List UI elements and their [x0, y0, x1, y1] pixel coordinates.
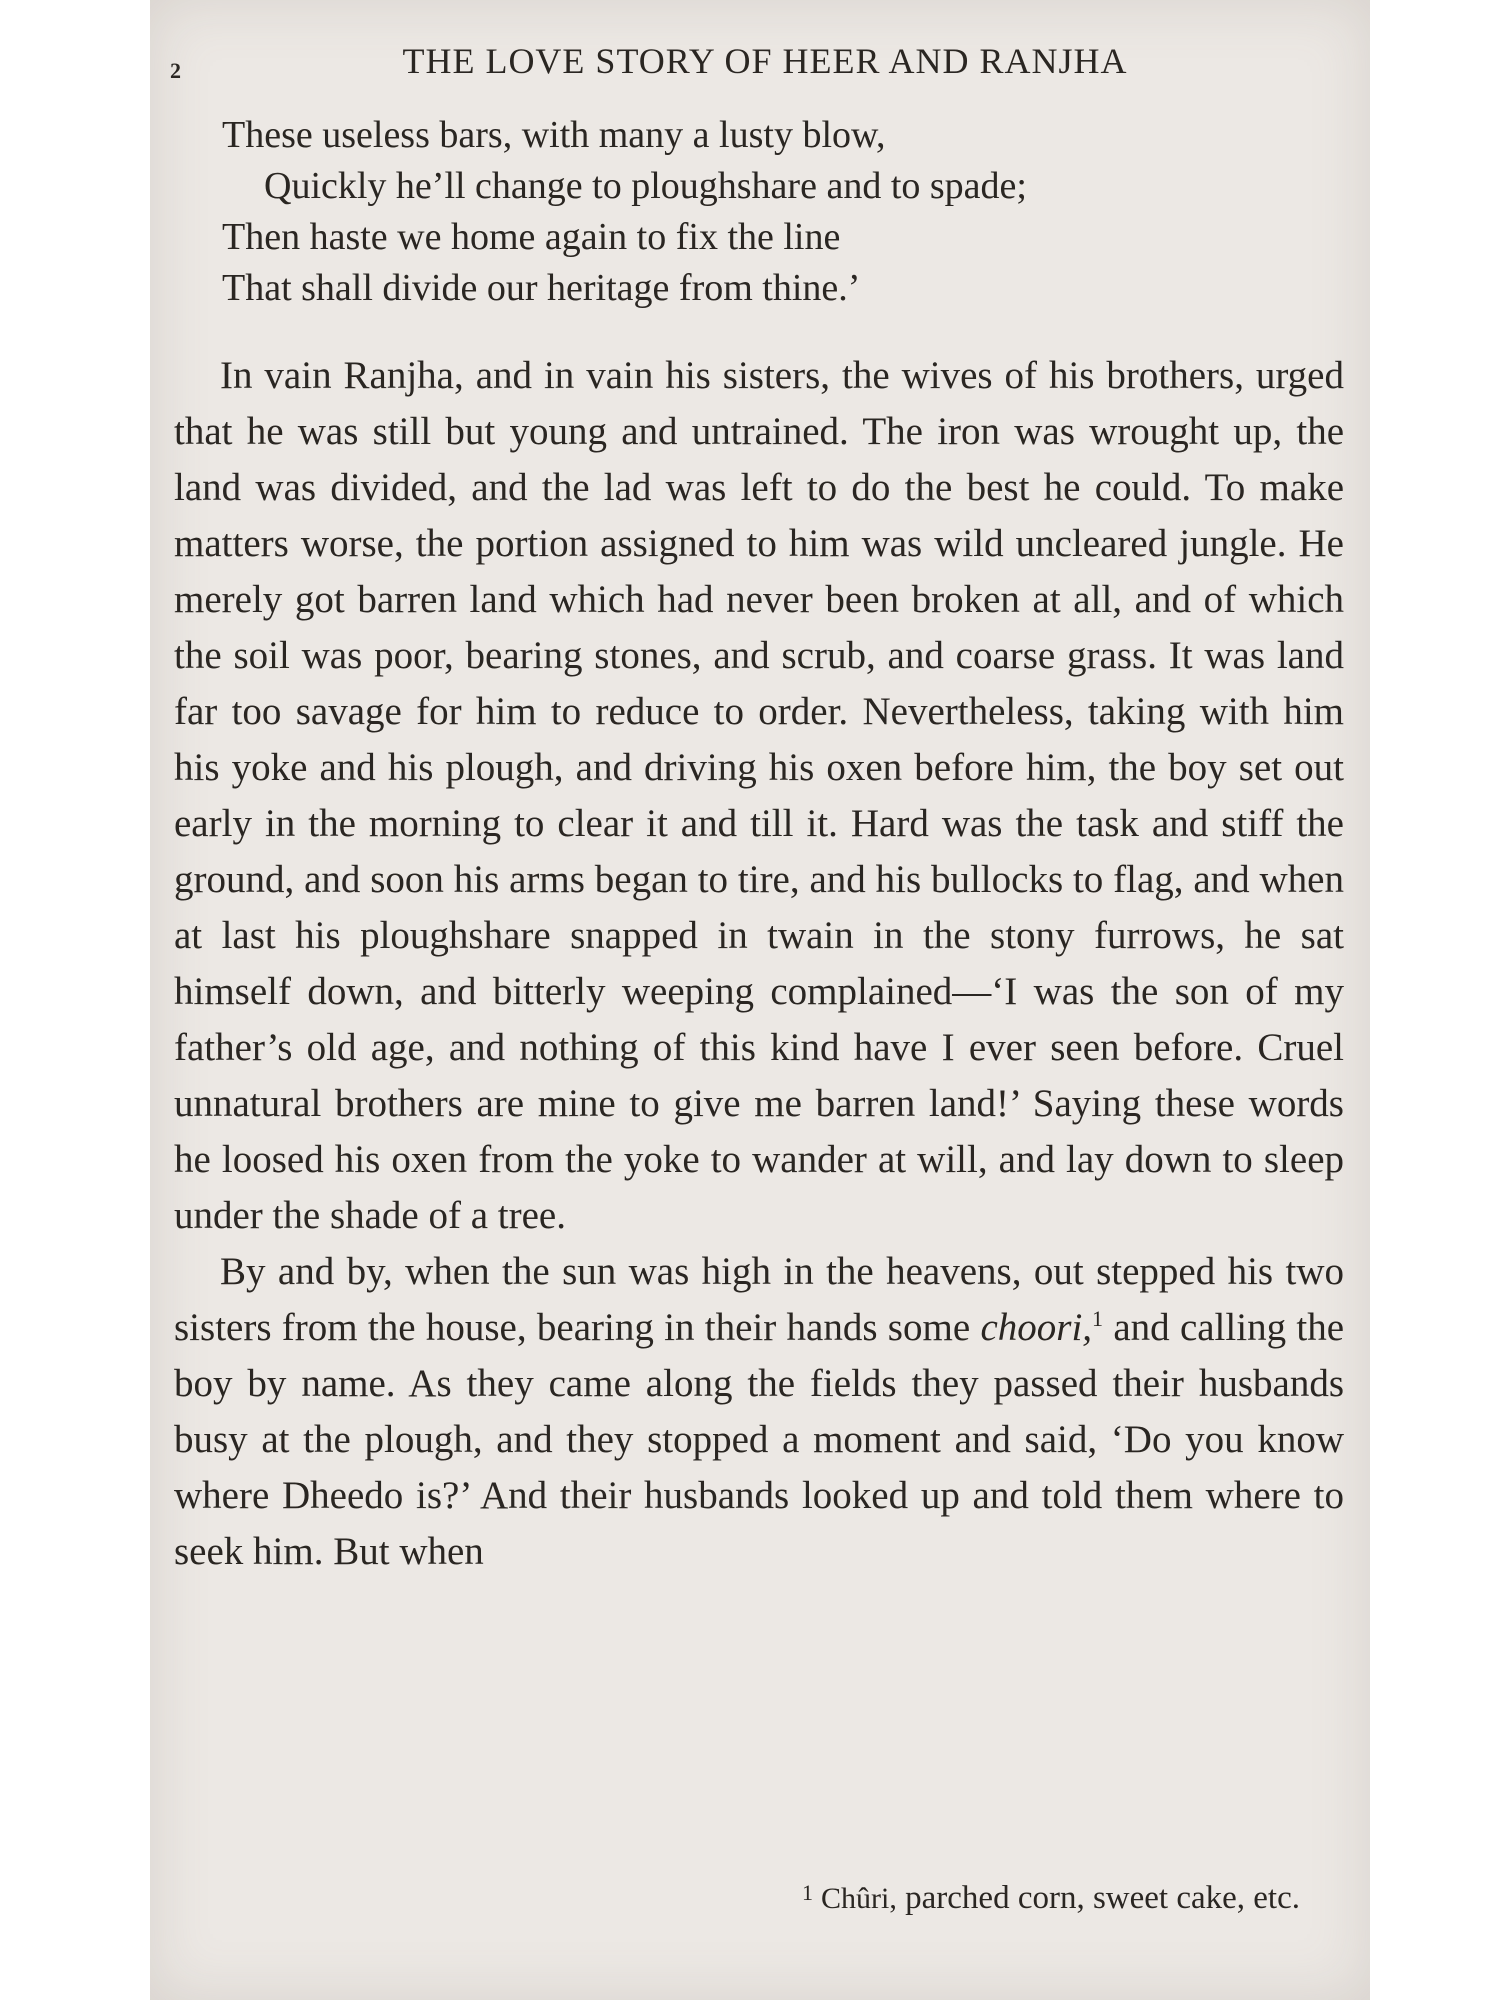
page-number: 2	[170, 58, 181, 83]
footnote-text: parched corn, sweet cake, etc.	[896, 1880, 1300, 1916]
verse-line: That shall divide our heritage from thine.’	[222, 267, 861, 309]
running-title: THE LOVE STORY OF HEER AND RANJHA	[402, 41, 1128, 81]
footnote	[802, 1880, 1300, 1917]
verse-line: These useless bars, with many a lusty blow,	[222, 114, 886, 156]
verse-block	[222, 110, 1322, 314]
footnote-term: Chûri,	[821, 1882, 897, 1915]
footnote-marker: 1	[802, 1880, 814, 1905]
book-page	[150, 0, 1370, 2000]
paragraph: In vain Ranjha, and in vain his sisters, the wives of his brothers, urged that he was still but young and untrained. The iron was wrought up, the land was divided, and the lad was left to do the best he could. To make matters worse, the portion assigned to him was wild uncleared jungle. He merely got barren land which had never been broken at all, and of which the soil was poor, bearing stones, and scrub, and coarse grass. It was land far too savage for him to reduce to order. Nevertheless, taking with him his yoke and his plough, and driving his oxen before him, the boy set out early in the morning to clear it and till it. Hard was the task and stiff the ground, and soon his arms began to tire, and his bullocks to flag, and when at last his ploughshare snapped in twain in the stony furrows, he sat himself down, and bitterly weeping complained—‘I was the son of my father’s old age, and nothing of this kind have I ever seen before. Cruel unnatural brothers are mine to give me barren land!’ Saying these words he loosed his oxen from the yoke to wander at will, and lay down to sleep under the shade of a tree.	[174, 354, 1344, 1237]
verse-line: Then haste we home again to fix the line	[222, 216, 841, 258]
footnote-reference: 1	[1092, 1306, 1104, 1331]
body-text	[174, 348, 1344, 1580]
paragraph-text: and calling the boy by name. As they came along the fields they passed their husbands busy at the plough, and they stopped a moment and said, ‘Do you know where Dheedo is?’ And their husbands looked up and told them where to seek him. But when	[174, 1306, 1345, 1573]
paragraph	[174, 1244, 1344, 1580]
italic-term: choori,	[980, 1306, 1093, 1349]
paragraph-text: By and by, when the sun was high in the heavens, out stepped his two sisters from the house, bearing in their hands some	[174, 1250, 1344, 1349]
verse-line: Quickly he’ll change to ploughshare and to spade;	[264, 165, 1027, 207]
page-header	[170, 40, 1330, 90]
